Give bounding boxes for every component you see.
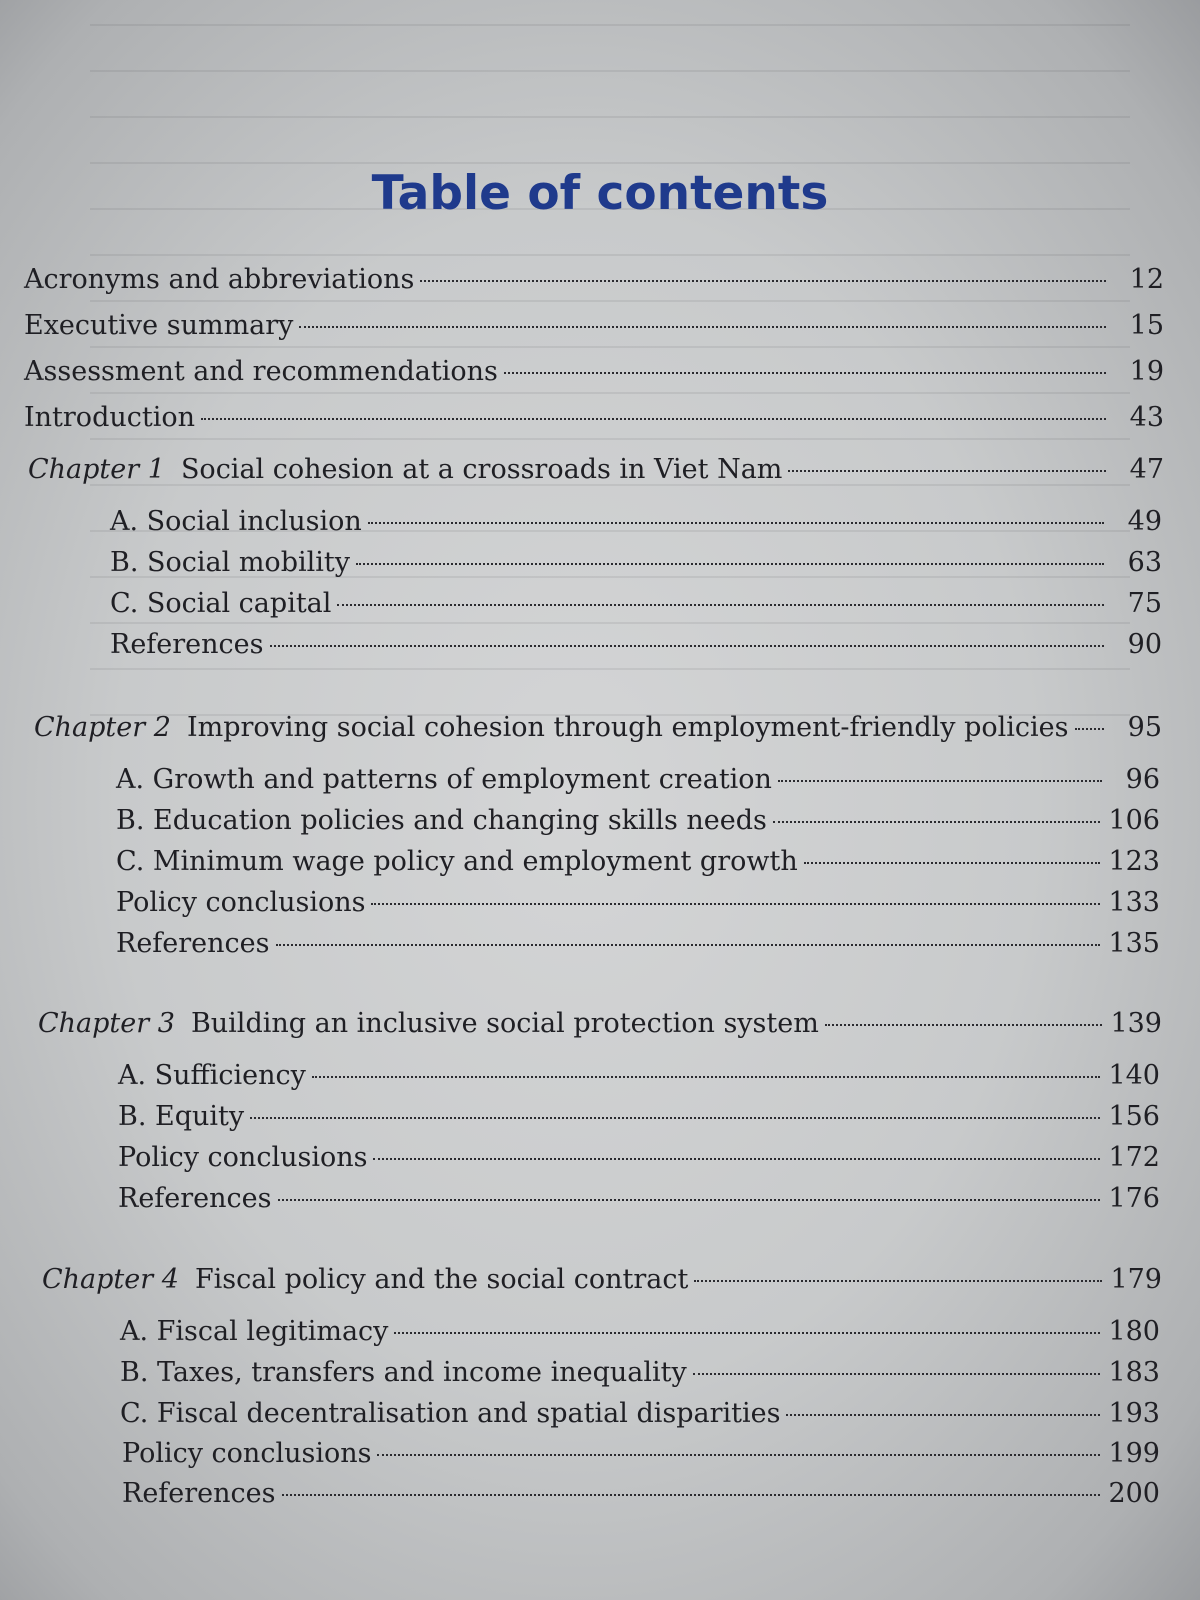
toc-section[interactable] <box>116 803 1160 839</box>
chapter-number: Chapter 4 <box>42 1264 179 1295</box>
toc-section[interactable] <box>110 545 1162 581</box>
chapter-number: Chapter 3 <box>38 1008 175 1039</box>
dot-leader <box>788 470 1106 472</box>
toc-section[interactable] <box>122 1436 1160 1472</box>
dot-leader <box>278 1199 1101 1201</box>
toc-page-number: 172 <box>1108 1142 1160 1173</box>
dot-leader <box>693 1373 1101 1375</box>
toc-page-number: 75 <box>1127 588 1162 619</box>
toc-page-number: 47 <box>1129 454 1164 485</box>
toc-section-label: A. Growth and patterns of employment creation <box>116 764 772 795</box>
toc-page-number: 200 <box>1108 1478 1160 1509</box>
toc-page-number: 199 <box>1108 1438 1160 1469</box>
dot-leader <box>394 1332 1100 1334</box>
toc-page-number: 90 <box>1127 629 1162 660</box>
toc-entry-executive-summary[interactable] <box>24 308 1164 344</box>
toc-page-number: 106 <box>1108 805 1160 836</box>
toc-section-label: C. Fiscal decentralisation and spatial disparities <box>120 1398 781 1429</box>
dot-leader <box>377 1454 1100 1456</box>
dot-leader <box>786 1414 1100 1416</box>
toc-page-number: 49 <box>1127 506 1162 537</box>
toc-page-number: 180 <box>1108 1316 1160 1347</box>
toc-page-number: 95 <box>1127 712 1162 743</box>
toc-page-number: 176 <box>1108 1183 1160 1214</box>
chapter-title: Building an inclusive social protection system <box>190 1008 819 1039</box>
toc-page-number: 96 <box>1125 764 1160 795</box>
chapter-number: Chapter 2 <box>34 712 171 743</box>
dot-leader <box>276 944 1101 946</box>
dot-leader <box>312 1076 1101 1078</box>
dot-leader <box>371 903 1100 905</box>
chapter-title: Fiscal policy and the social contract <box>194 1264 689 1295</box>
toc-page-number: 63 <box>1127 547 1162 578</box>
toc-section-label: References <box>110 629 264 660</box>
toc-entry-label: Introduction <box>24 402 195 433</box>
dot-leader <box>694 1280 1102 1282</box>
dot-leader <box>373 1158 1100 1160</box>
dot-leader <box>368 522 1104 524</box>
toc-entry-label: Assessment and recommendations <box>24 356 498 387</box>
chapter-number: Chapter 1 <box>28 454 165 485</box>
toc-page-number: 193 <box>1108 1398 1160 1429</box>
toc-section[interactable] <box>118 1058 1160 1094</box>
toc-section[interactable] <box>120 1314 1160 1350</box>
toc-entry-introduction[interactable] <box>24 400 1164 436</box>
dot-leader <box>356 563 1104 565</box>
toc-page-number: 12 <box>1129 264 1164 295</box>
dot-leader <box>250 1117 1100 1119</box>
dot-leader <box>1075 728 1105 730</box>
toc-section[interactable] <box>118 1099 1160 1135</box>
dot-leader <box>270 645 1104 647</box>
toc-page-number: 139 <box>1110 1008 1162 1039</box>
toc-section[interactable] <box>110 586 1162 622</box>
toc-section[interactable] <box>116 926 1160 962</box>
toc-section[interactable] <box>118 1181 1160 1217</box>
dot-leader <box>804 862 1101 864</box>
toc-section[interactable] <box>110 504 1162 540</box>
toc-section[interactable] <box>116 885 1160 921</box>
toc-page-number: 43 <box>1129 402 1164 433</box>
toc-section-label: Policy conclusions <box>118 1142 368 1173</box>
toc-page-number: 133 <box>1108 887 1160 918</box>
toc-page-number: 183 <box>1108 1357 1160 1388</box>
toc-section-label: B. Taxes, transfers and income inequality <box>120 1357 687 1388</box>
toc-section-label: References <box>116 928 270 959</box>
toc-chapter-4[interactable] <box>42 1262 1162 1298</box>
toc-section-label: A. Sufficiency <box>118 1060 306 1091</box>
toc-entry-assessment[interactable] <box>24 354 1164 390</box>
toc-section[interactable] <box>120 1355 1160 1391</box>
dot-leader <box>420 280 1106 282</box>
toc-section-label: A. Fiscal legitimacy <box>120 1316 389 1347</box>
dot-leader <box>282 1494 1101 1496</box>
dot-leader <box>299 326 1106 328</box>
toc-page-number: 19 <box>1129 356 1164 387</box>
toc-page-number: 140 <box>1108 1060 1160 1091</box>
dot-leader <box>773 821 1101 823</box>
toc-chapter-2[interactable] <box>34 710 1162 746</box>
toc-section-label: B. Equity <box>118 1101 245 1132</box>
dot-leader <box>825 1024 1103 1026</box>
toc-page-number: 15 <box>1129 310 1164 341</box>
toc-section-label: B. Education policies and changing skills needs <box>116 805 767 836</box>
toc-page-number: 156 <box>1108 1101 1160 1132</box>
chapter-title: Social cohesion at a crossroads in Viet Nam <box>180 454 783 485</box>
toc-section-label: References <box>118 1183 272 1214</box>
toc-section-label: Policy conclusions <box>116 887 366 918</box>
toc-section[interactable] <box>118 1140 1160 1176</box>
toc-section[interactable] <box>110 627 1162 663</box>
toc-section-label: References <box>122 1478 276 1509</box>
toc-section[interactable] <box>122 1476 1160 1512</box>
chapter-title: Improving social cohesion through employment-friendly policies <box>186 712 1069 743</box>
toc-section-label: A. Social inclusion <box>110 506 362 537</box>
toc-section[interactable] <box>120 1396 1160 1432</box>
toc-section[interactable] <box>116 844 1160 880</box>
dot-leader <box>201 418 1106 420</box>
toc-page-number: 135 <box>1108 928 1160 959</box>
toc-page-number: 179 <box>1110 1264 1162 1295</box>
toc-section-label: B. Social mobility <box>110 547 350 578</box>
toc-section-label: C. Minimum wage policy and employment growth <box>116 846 798 877</box>
dot-leader <box>778 780 1102 782</box>
toc-entry-acronyms[interactable] <box>24 262 1164 298</box>
toc-section[interactable] <box>116 762 1160 798</box>
page-title: Table of contents <box>371 166 829 221</box>
toc-page-number: 123 <box>1108 846 1160 877</box>
toc-entry-label: Acronyms and abbreviations <box>24 264 415 295</box>
dot-leader <box>504 372 1106 374</box>
toc-section-label: C. Social capital <box>110 588 332 619</box>
dot-leader <box>337 604 1104 606</box>
toc-chapter-3[interactable] <box>38 1006 1162 1042</box>
toc-section-label: Policy conclusions <box>122 1438 372 1469</box>
toc-chapter-1[interactable] <box>28 452 1164 488</box>
toc-entry-label: Executive summary <box>24 310 294 341</box>
